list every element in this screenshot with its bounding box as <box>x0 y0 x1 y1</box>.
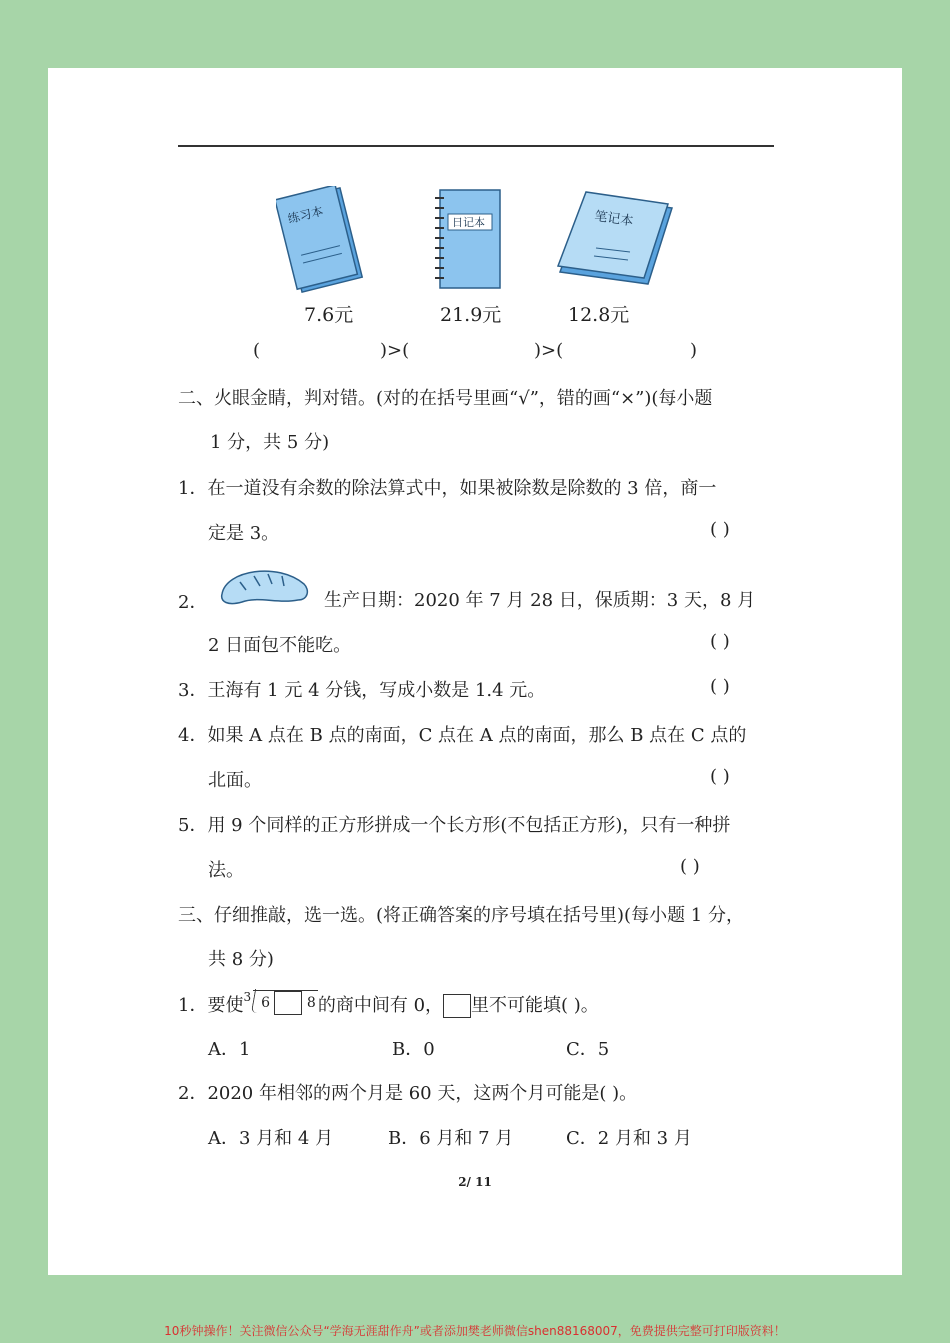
bread-icon <box>218 564 310 608</box>
s3-q1-digit-1: 6 <box>261 995 271 1011</box>
s3-q1-prefix: 1．要使 <box>178 995 244 1016</box>
s2-q2-text-cont: 2 日面包不能吃。 <box>208 635 352 656</box>
blank-box-reference <box>443 994 471 1018</box>
compare-gt-1: )>( <box>380 340 410 361</box>
diary-book-icon <box>432 188 506 292</box>
s3-q2-text: 2．2020 年相邻的两个月是 60 天，这两个月可能是( )。 <box>178 1083 638 1104</box>
s2-q5-text-cont: 法。 <box>208 860 244 881</box>
compare-gt-2: )>( <box>534 340 564 361</box>
compare-open: ( <box>253 340 261 361</box>
section2-heading: 二、火眼金睛，判对错。(对的在括号里画“√”，错的画“×”)(每小题 <box>178 388 713 409</box>
exam-page <box>48 68 902 1275</box>
section3-heading: 三、仔细推敲，选一选。(将正确答案的序号填在括号里)(每小题 1 分， <box>178 905 744 926</box>
s2-q2-text: 生产日期：2020 年 7 月 28 日，保质期：3 天，8 月 <box>324 590 756 611</box>
notebook-2-name: 日记本 <box>452 216 485 229</box>
page-number: 2/ 11 <box>458 1175 492 1189</box>
notebook-1-name: 练习本 <box>286 203 325 227</box>
s2-q5-text: 5．用 9 个同样的正方形拼成一个长方形(不包括正方形)，只有一种拼 <box>178 815 731 836</box>
s3-q2-option-c[interactable]: C．2 月和 3 月 <box>566 1128 692 1149</box>
s3-q1-option-b[interactable]: B．0 <box>392 1039 435 1060</box>
s3-q1-option-a[interactable]: A．1 <box>208 1039 251 1060</box>
s2-q2-num: 2． <box>178 592 208 613</box>
header-rule <box>178 145 774 147</box>
s3-q1-digit-3: 8 <box>306 995 316 1011</box>
s3-q2-option-a[interactable]: A．3 月和 4 月 <box>208 1128 334 1149</box>
s3-q1-mid: 的商中间有 0， <box>317 995 444 1016</box>
long-division-dividend <box>253 990 318 1015</box>
price-note-book: 12.8元 <box>568 304 630 326</box>
s3-q1-suffix[interactable]: 里不可能填( )。 <box>471 995 599 1016</box>
section3-heading-cont: 共 8 分) <box>208 949 274 970</box>
s2-q1-text: 1．在一道没有余数的除法算式中，如果被除数是除数的 3 倍，商一 <box>178 478 717 499</box>
note-book-icon <box>554 190 674 286</box>
section2-heading-cont: 1 分，共 5 分) <box>210 432 330 453</box>
s3-q1-divisor: 3 <box>243 990 252 1004</box>
blank-digit-box[interactable] <box>274 991 302 1015</box>
s2-q2-answer[interactable]: ( ) <box>710 631 730 652</box>
promo-footer: 10秒钟操作！关注微信公众号“学海无涯甜作舟”或者添加樊老师微信shen88168007，免费提供完整可打印版资料！ <box>164 1324 786 1338</box>
s2-q4-text-cont: 北面。 <box>208 770 262 791</box>
s2-q1-text-cont: 定是 3。 <box>208 523 280 544</box>
s3-q2-option-b[interactable]: B．6 月和 7 月 <box>388 1128 514 1149</box>
exercise-book-icon <box>276 186 366 294</box>
notebook-3-name: 笔记本 <box>593 209 635 230</box>
s2-q3-text: 3．王海有 1 元 4 分钱，写成小数是 1.4 元。 <box>178 680 546 701</box>
price-exercise-book: 7.6元 <box>304 304 354 326</box>
s3-q1-option-c[interactable]: C．5 <box>566 1039 610 1060</box>
s3-q1 <box>178 990 599 1018</box>
s2-q1-answer[interactable]: ( ) <box>710 519 730 540</box>
s2-q3-answer[interactable]: ( ) <box>710 676 730 697</box>
s2-q4-answer[interactable]: ( ) <box>710 766 730 787</box>
compare-close: ) <box>690 340 698 361</box>
s2-q4-text: 4．如果 A 点在 B 点的南面，C 点在 A 点的南面，那么 B 点在 C 点的 <box>178 725 747 746</box>
s2-q5-answer[interactable]: ( ) <box>680 856 700 877</box>
price-diary-book: 21.9元 <box>440 304 502 326</box>
